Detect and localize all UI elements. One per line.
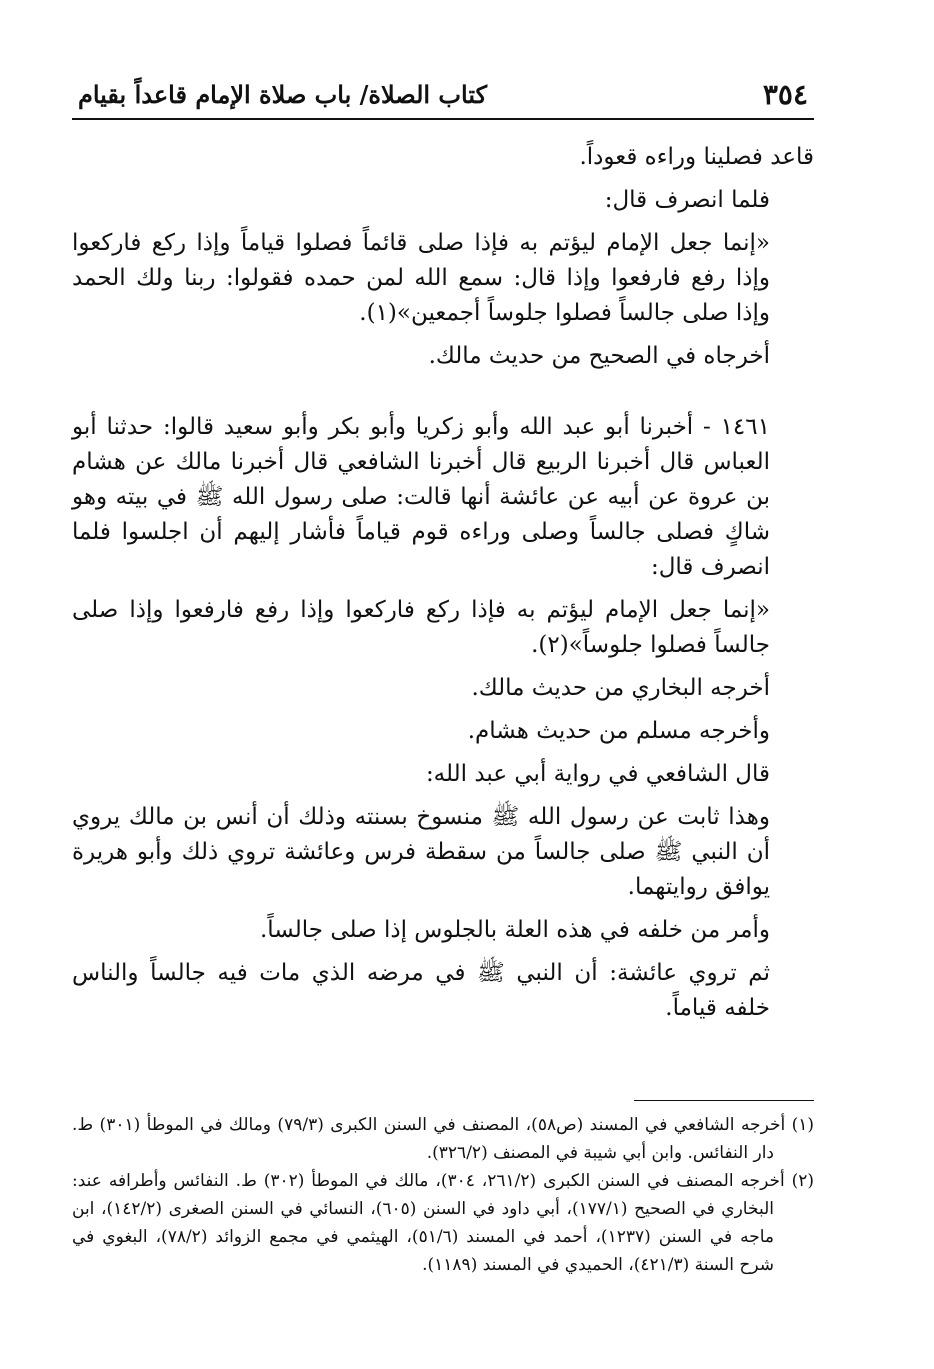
- page-number: ٣٥٤: [762, 78, 808, 111]
- footnote-2: (٢) أخرجه المصنف في السنن الكبرى (٢٦١/٢، ٣٠٤)، مالك في الموطأ (٣٠٢) ط. النفائس وأطرافه عند: البخاري في الصحيح (١٧٧/١)، أبي داود في السنن (٦٠٥)، النسائي في السنن الصغرى (١٤٢/٢)، ابن ماجه في السنن (١٢٣٧)، أحمد في المسند (٥١/٦)، الهيثمي في مجمع الزوائد (٧٨/٢)، البغوي في شرح السنة (٤٢١/٣)، الحميدي في المسند (١١٨٩).: [72, 1171, 815, 1275]
- paragraph: ثم تروي عائشة: أن النبي ﷺ في مرضه الذي مات فيه جالساً والناس خلفه قياماً.: [72, 960, 770, 1021]
- page-header: [72, 76, 814, 120]
- running-title: كتاب الصلاة/ باب صلاة الإمام قاعداً بقيام: [78, 80, 488, 109]
- paragraph: قاعد فصلينا وراءه قعوداً.: [579, 144, 814, 170]
- hadith-quote: «إنما جعل الإمام ليؤتم به فإذا صلى قائماً فصلوا قياماً وإذا ركع فاركعوا وإذا رفع فارفعوا وإذا قال: سمع الله لمن حمده فقولوا: ربنا ولك الحمد وإذا صلى جالساً فصلوا جلوساً أجمعين»(١).: [72, 230, 770, 326]
- footnote-divider: [634, 1100, 814, 1101]
- footnotes: [72, 1100, 814, 1279]
- main-text: [72, 140, 814, 1034]
- paragraph: وأخرجه مسلم من حديث هشام.: [467, 718, 770, 744]
- hadith-1461: ١٤٦١ - أخبرنا أبو عبد الله وأبو زكريا وأبو بكر وأبو سعيد قالوا: حدثنا أبو العباس قال أخبرنا الربيع قال أخبرنا الشافعي قال أخبرنا مالك عن هشام بن عروة عن أبيه عن عائشة أنها قالت: صلى رسول الله ﷺ في بيته وهو شاكٍ فصلى جالساً وصلى وراءه قوم قياماً فأشار إليهم أن اجلسوا فلما انصرف قال:: [72, 414, 770, 580]
- paragraph: فلما انصرف قال:: [604, 187, 770, 213]
- paragraph: وأمر من خلفه في هذه العلة بالجلوس إذا صلى جالساً.: [259, 917, 770, 943]
- paragraph: وهذا ثابت عن رسول الله ﷺ منسوخ بسنته وذلك أن أنس بن مالك يروي أن النبي ﷺ صلى جالساً من سقطة فرس وعائشة تروي ذلك وأبو هريرة يوافق روايتهما.: [72, 804, 770, 900]
- paragraph: أخرجه البخاري من حديث مالك.: [471, 675, 770, 701]
- hadith-quote: «إنما جعل الإمام ليؤتم به فإذا ركع فاركعوا وإذا رفع فارفعوا وإذا صلى جالساً فصلوا جلوساً»(٢).: [72, 597, 770, 658]
- paragraph: أخرجاه في الصحيح من حديث مالك.: [428, 343, 770, 369]
- footnote-1: (١) أخرجه الشافعي في المسند (ص٥٨)، المصنف في السنن الكبرى (٧٩/٣) ومالك في الموطأ (٣٠١) ط. دار النفائس. وابن أبي شيبة في المصنف (٣٢٦/٢).: [72, 1115, 815, 1163]
- paragraph: قال الشافعي في رواية أبي عبد الله:: [425, 761, 770, 787]
